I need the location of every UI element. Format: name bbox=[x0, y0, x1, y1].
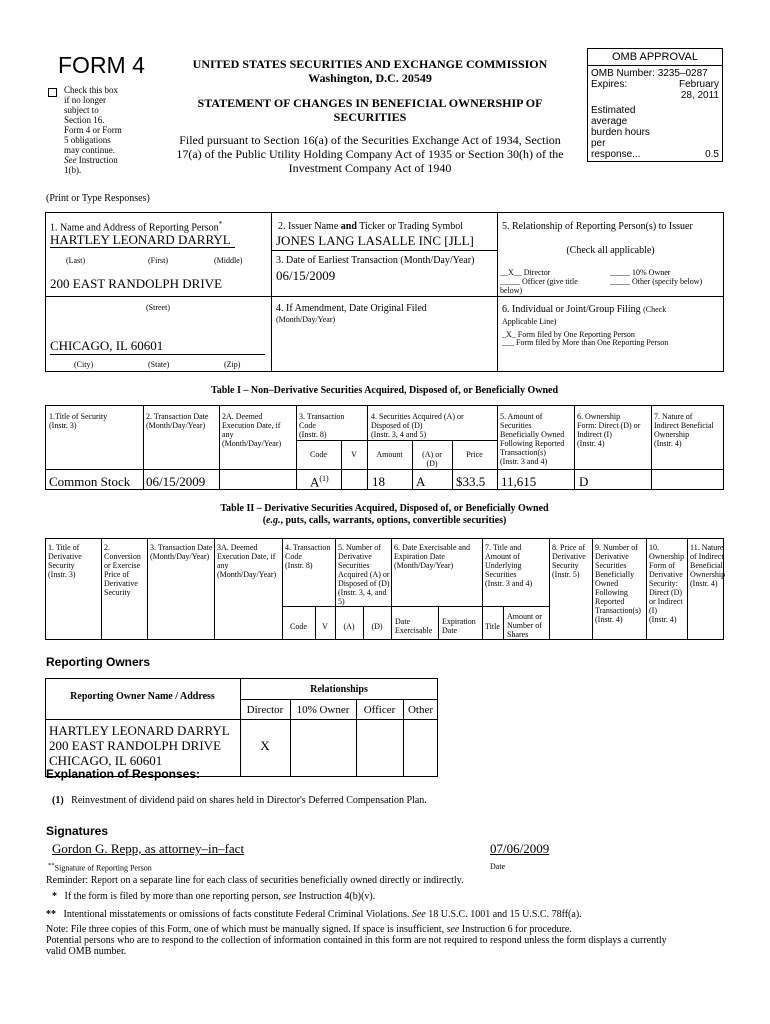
below-label: below) bbox=[500, 286, 523, 295]
t2-sub-d: (D) bbox=[371, 622, 383, 631]
signer-name: Gordon G. Repp, as attorney–in–fact bbox=[52, 841, 245, 856]
t2-col5: 5. Number of Derivative Securities Acquired (A) or Disposed of (D) (Instr. 3, 4, and 5) bbox=[338, 543, 390, 606]
t1-col5: 5. Amount of Securities Beneficially Owned Following Reported Transaction(s) (Instr. 3 and 4) bbox=[500, 412, 565, 466]
t1-row-owned: 11,615 bbox=[501, 474, 537, 489]
t1-sub-aord: (A) or (D) bbox=[422, 450, 442, 468]
footnote-star1: * If the form is filed by more than one reporting person, see Instruction 4(b)(v). bbox=[52, 891, 376, 902]
t1-col3: 3. Transaction Code (Instr. 8) bbox=[299, 412, 345, 439]
t1-col1: 1.Title of Security (Instr. 3) bbox=[49, 412, 108, 430]
owner-address: HARTLEY LEONARD DARRYL 200 EAST RANDOLPH DRIVE CHICAGO, IL 60601 bbox=[49, 723, 230, 768]
t2-sub-v: V bbox=[322, 622, 328, 631]
reporting-person-street: 200 EAST RANDOLPH DRIVE bbox=[50, 276, 223, 291]
t2-sub-a: (A) bbox=[343, 622, 355, 631]
t2-col2: 2. Conversion or Exercise Price of Derivative Security bbox=[104, 543, 141, 597]
director-option[interactable]: __X__ Director bbox=[500, 268, 551, 277]
t2-sub-date-ex: Date Exercisable bbox=[395, 617, 433, 635]
t2-col11: 11. Nature of Indirect Beneficial Ownership (Instr. 4) bbox=[690, 543, 726, 588]
section5-label: 5. Relationship of Reporting Person(s) to Issuer bbox=[502, 221, 693, 232]
owner-name-header: Reporting Owner Name / Address bbox=[70, 691, 215, 702]
other-option[interactable]: _____ Other (specify below) bbox=[610, 277, 703, 286]
date-label: Date bbox=[490, 862, 506, 871]
t2-sub-exp: Expiration Date bbox=[442, 617, 476, 635]
table1-title: Table I – Non–Derivative Securities Acquired, Disposed of, or Beneficially Owned bbox=[210, 385, 559, 396]
t2-col6: 6. Date Exercisable and Expiration Date (Month/Day/Year) bbox=[394, 543, 470, 570]
t1-row-code: $A^{(1)}$ bbox=[310, 474, 329, 490]
more-persons-option[interactable]: ___ Form filed by More than One Reporting Person bbox=[502, 338, 669, 347]
reminder: Reminder: Report on a separate line for each class of securities beneficially owned directly or indirectly. bbox=[46, 875, 464, 886]
print-or-type: (Print or Type Responses) bbox=[46, 193, 150, 204]
commission-title: UNITED STATES SECURITIES AND EXCHANGE COMMISSION bbox=[192, 57, 548, 71]
filed-pursuant: Filed pursuant to Section 16(a) of the Securities Exchange Act of 1934, Section 17(a) of the Public Utility Holding Company Act of 1935 or Section 30(h) of the Investment Company Act of 1940 bbox=[176, 133, 564, 175]
table2-title: Table II – Derivative Securities Acquired, Disposed of, or Beneficially Owned (e.g., puts, calls, warrants, options, convertible securities) bbox=[220, 503, 549, 526]
ten-pct-option[interactable]: _____ 10% Owner bbox=[610, 268, 671, 277]
t1-sub-amount: Amount bbox=[376, 450, 403, 459]
t2-col9: 9. Number of Derivative Securities Beneficially Owned Following Reported Transaction(s) (Instr. 4) bbox=[595, 543, 641, 624]
footnote-star2: ** Intentional misstatements or omissions of facts constitute Federal Criminal Violations. See 18 U.S.C. 1001 and 15 U.S.C. 78ff(a). bbox=[46, 909, 582, 920]
explanation-heading: Explanation of Responses: bbox=[46, 767, 201, 781]
earliest-transaction-date: 06/15/2009 bbox=[276, 268, 336, 283]
label-first: (First) bbox=[148, 256, 168, 265]
file-note: Note: File three copies of this Form, one of which must be manually signed. If space is insufficient, see Instruction 6 for procedure. bbox=[46, 924, 572, 935]
omb-details: OMB Number: 3235–0287 Expires: February 28, 2011 Estimated average burden hours per response... 0.5 bbox=[591, 68, 719, 160]
check-all-applicable: (Check all applicable) bbox=[566, 245, 655, 256]
t1-row-price: $33.5 bbox=[456, 474, 486, 489]
label-state: (State) bbox=[148, 360, 170, 369]
checkbox-label: Check this box if no longer subject to Section 16. Form 4 or Form 5 obligations may continue. See Instruction 1(b). bbox=[64, 85, 122, 175]
t1-sub-code: Code bbox=[310, 450, 327, 459]
t2-col1: 1. Title of Derivative Security (Instr. 3) bbox=[48, 543, 82, 579]
form-title: FORM 4 bbox=[58, 52, 145, 78]
section2-label: 2. Issuer Name and Ticker or Trading Symbol bbox=[278, 221, 464, 232]
other-header: Other bbox=[407, 704, 434, 716]
t1-col2: 2. Transaction Date (Month/Day/Year) bbox=[146, 412, 209, 430]
label-street: (Street) bbox=[146, 303, 170, 312]
omb-title: OMB APPROVAL bbox=[612, 51, 698, 63]
t2-sub-code: Code bbox=[290, 622, 307, 631]
t1-row-date: 06/15/2009 bbox=[146, 474, 206, 489]
label-city: (City) bbox=[74, 360, 94, 369]
statement-title: STATEMENT OF CHANGES IN BENEFICIAL OWNERSHIP OF SECURITIES bbox=[197, 96, 543, 124]
officer-option[interactable]: _____ Officer (give title bbox=[500, 277, 578, 286]
director-mark: X bbox=[260, 738, 270, 753]
t1-col6: 6. Ownership Form: Direct (D) or Indirect (I) (Instr. 4) bbox=[577, 412, 641, 448]
issuer-name: JONES LANG LASALLE INC [JLL] bbox=[276, 233, 474, 248]
t1-row-title: Common Stock bbox=[49, 474, 131, 489]
director-header: Director bbox=[246, 704, 284, 716]
commission-city: Washington, D.C. 20549 bbox=[308, 71, 432, 85]
t2-col4: 4. Transaction Code (Instr. 8) bbox=[285, 543, 331, 570]
t1-col2a: 2A. Deemed Execution Date, if any (Month/Day/Year) bbox=[222, 412, 282, 448]
label-last: (Last) bbox=[66, 256, 86, 265]
section1-label: 1. Name and Address of Reporting Person* bbox=[50, 220, 223, 234]
t1-row-amount: 18 bbox=[372, 474, 385, 489]
t1-row-aord: A bbox=[416, 474, 426, 489]
label-middle: (Middle) bbox=[214, 256, 243, 265]
relationships-header: Relationships bbox=[310, 684, 368, 695]
signature-date: 07/06/2009 bbox=[490, 841, 550, 856]
t2-sub-title: Title bbox=[485, 622, 500, 631]
one-person-option[interactable]: _X_ Form filed by One Reporting Person bbox=[502, 330, 635, 339]
t2-col10: 10. Ownership Form of Derivative Security: Direct (D) or Indirect (I) (Instr. 4) bbox=[649, 543, 685, 624]
t2-col7: 7. Title and Amount of Underlying Securities (Instr. 3 and 4) bbox=[485, 543, 533, 588]
section6-applicable: Applicable Line) bbox=[502, 317, 557, 326]
t2-col8: 8. Price of Derivative Security (Instr. 5) bbox=[552, 543, 586, 579]
t1-sub-v: V bbox=[351, 450, 357, 459]
t1-sub-price: Price bbox=[466, 450, 483, 459]
omb-potential-note: Potential persons who are to respond to the collection of information contained in this form are not required to respond unless the form displays a currently valid OMB number. bbox=[46, 935, 667, 957]
section4-label: 4. If Amendment, Date Original Filed bbox=[276, 303, 427, 314]
section4-sub: (Month/Day/Year) bbox=[276, 315, 336, 324]
t2-sub-amount: Amount or Number of Shares bbox=[507, 612, 542, 639]
signature-label: **Signature of Reporting Person bbox=[48, 862, 152, 873]
label-zip: (Zip) bbox=[224, 360, 241, 369]
reporting-person-city: CHICAGO, IL 60601 bbox=[50, 338, 164, 353]
t1-row-form: D bbox=[579, 474, 589, 489]
section3-label: 3. Date of Earliest Transaction (Month/Day/Year) bbox=[276, 255, 475, 266]
explanation-note: (1) Reinvestment of dividend paid on shares held in Director's Deferred Compensation Plan. bbox=[52, 795, 427, 806]
ten-pct-header: 10% Owner bbox=[296, 704, 350, 716]
t2-col3a: 3A. Deemed Execution Date, if any (Month/Day/Year) bbox=[217, 543, 277, 579]
officer-header: Officer bbox=[363, 704, 396, 716]
t1-col4: 4. Securities Acquired (A) or Disposed of (D) (Instr. 3, 4 and 5) bbox=[371, 412, 464, 439]
reporting-owners-heading: Reporting Owners bbox=[46, 655, 151, 669]
exit-checkbox[interactable] bbox=[48, 88, 57, 97]
t2-col3: 3. Transaction Date (Month/Day/Year) bbox=[150, 543, 213, 561]
reporting-person-name: HARTLEY LEONARD DARRYL bbox=[50, 232, 231, 247]
t1-col7: 7. Nature of Indirect Beneficial Ownership (Instr. 4) bbox=[654, 412, 714, 448]
signatures-heading: Signatures bbox=[46, 824, 109, 838]
section6-label: 6. Individual or Joint/Group Filing (Check bbox=[502, 304, 667, 315]
